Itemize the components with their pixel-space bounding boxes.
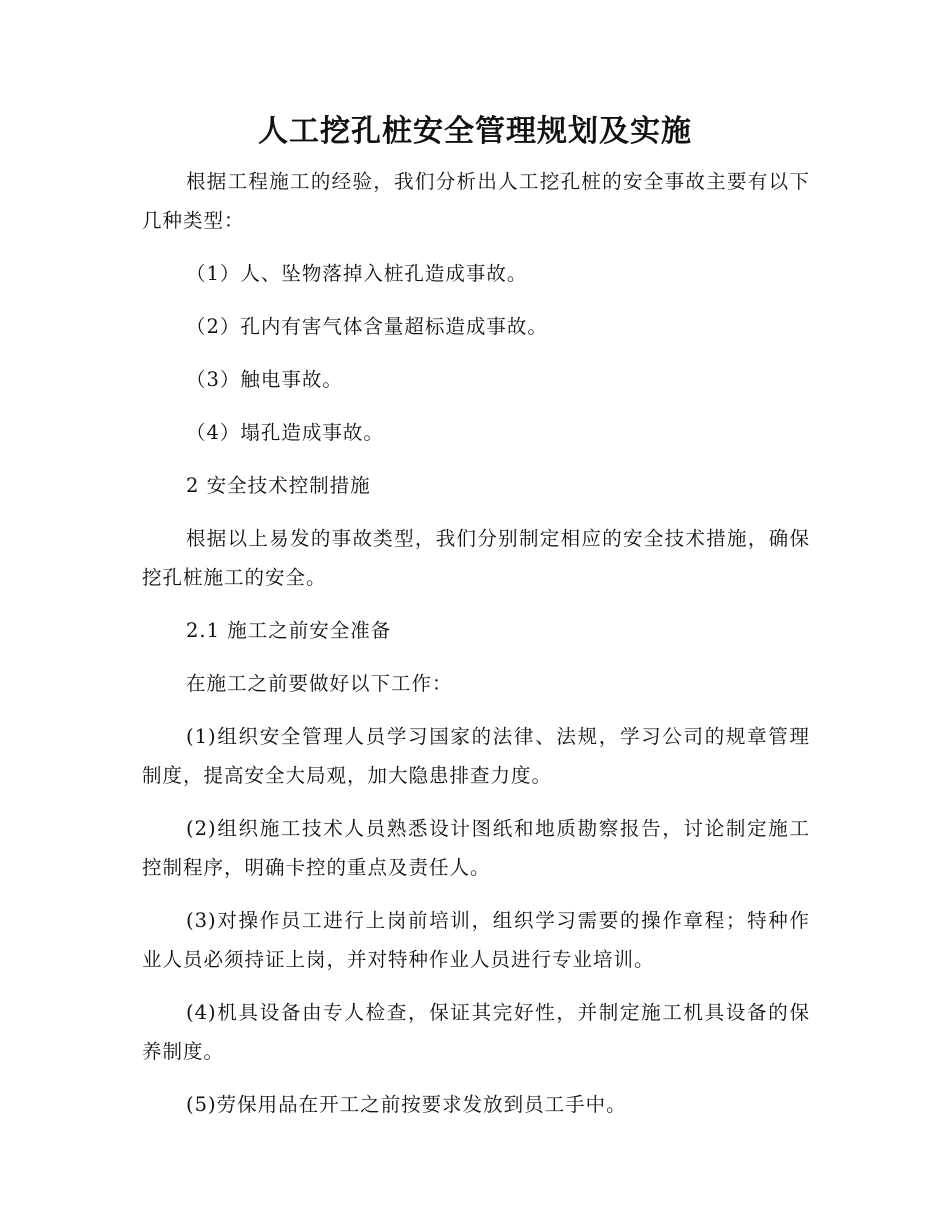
paragraph-accident-type-2: （2）孔内有害气体含量超标造成事故。 bbox=[186, 315, 548, 338]
section-heading-2-1: 2.1 施工之前安全准备 bbox=[186, 619, 392, 642]
paragraph-accident-type-4: （4）塌孔造成事故。 bbox=[186, 421, 384, 444]
paragraph-preparation-1: (1)组织安全管理人员学习国家的法律、法规，学习公司的规章管理制度，提高安全大局观，加大隐患排查力度。 bbox=[142, 725, 810, 787]
paragraph-preparation-3: (3)对操作员工进行上岗前培训，组织学习需要的操作章程；特种作业人员必须持证上岗，并对特种作业人员进行专业培训。 bbox=[142, 909, 810, 971]
document-title: 人工挖孔桩安全管理规划及实施 bbox=[258, 114, 692, 149]
paragraph-preparation-intro: 在施工之前要做好以下工作： bbox=[186, 672, 453, 695]
paragraph-section-2-intro: 根据以上易发的事故类型，我们分别制定相应的安全技术措施，确保挖孔桩施工的安全。 bbox=[142, 527, 810, 589]
paragraph-intro: 根据工程施工的经验，我们分析出人工挖孔桩的安全事故主要有以下几种类型： bbox=[142, 170, 810, 232]
paragraph-preparation-2: (2)组织施工技术人员熟悉设计图纸和地质勘察报告，讨论制定施工控制程序，明确卡控的重点及责任人。 bbox=[142, 817, 810, 879]
paragraph-preparation-5: (5)劳保用品在开工之前按要求发放到员工手中。 bbox=[186, 1093, 627, 1116]
paragraph-preparation-4: (4)机具设备由专人检查，保证其完好性，并制定施工机具设备的保养制度。 bbox=[142, 1001, 810, 1063]
document-body bbox=[142, 162, 810, 1138]
paragraph-accident-type-3: （3）触电事故。 bbox=[186, 368, 343, 391]
paragraph-accident-type-1: （1）人、坠物落掉入桩孔造成事故。 bbox=[186, 262, 528, 285]
section-heading-2: 2 安全技术控制措施 bbox=[186, 474, 371, 497]
